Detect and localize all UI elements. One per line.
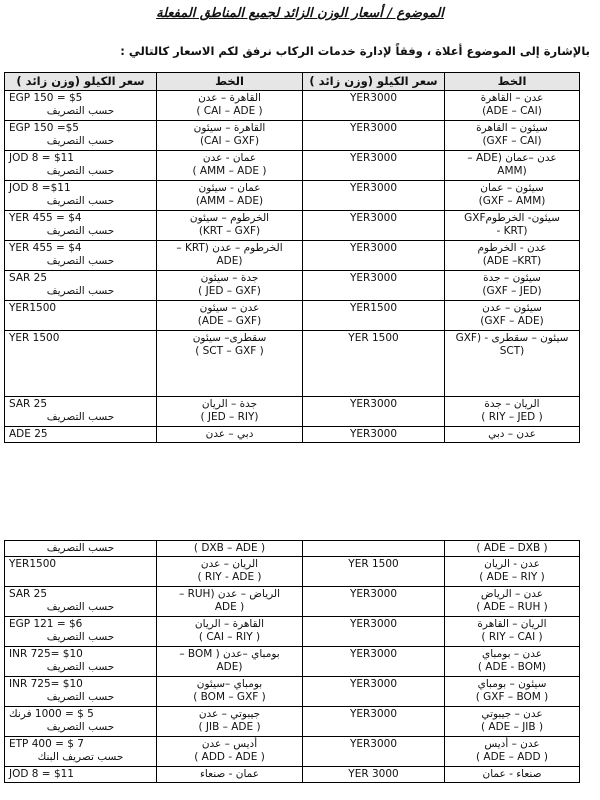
price-note: حسب التصريف <box>46 542 115 554</box>
rates-table-2 <box>4 540 580 783</box>
route-cell <box>157 181 303 211</box>
price-cell <box>5 271 157 301</box>
route-cell <box>445 211 580 241</box>
route-name: عدن - الريان <box>484 558 540 570</box>
route-code: ( AMM – ADE ) <box>192 165 267 177</box>
route-cell <box>445 541 580 557</box>
price-value: YER 455 = $4 <box>9 242 82 254</box>
header-route-right: الخط <box>445 73 580 91</box>
route-cell <box>157 91 303 121</box>
route-cell <box>157 707 303 737</box>
route-code: ( ADE – JIB ) <box>480 721 544 733</box>
route-name: القاهرة – عدن <box>198 92 261 104</box>
price-value: ETP 400 = $ 7 <box>9 738 84 750</box>
price-cell <box>303 241 445 271</box>
route-cell <box>445 91 580 121</box>
route-name: عدن – الرياض <box>480 588 544 600</box>
route-name: جيبوتي – عدن <box>198 708 261 720</box>
route-name: بومباي –سيئون <box>196 678 263 690</box>
route-code: ( ADD - ADE ) <box>194 751 265 763</box>
price-value: EGP 150 = $5 <box>9 92 83 104</box>
table-row <box>5 91 580 121</box>
route-code: (CAI – GXF) <box>199 135 260 147</box>
route-name: سيئون- الخرطومGXF <box>464 212 560 224</box>
route-name: سيئون – عدن <box>482 302 542 314</box>
header-price-right: سعر الكيلو (وزن زائد ) <box>303 73 445 91</box>
price-cell <box>303 397 445 427</box>
price-value: YER3000 <box>349 708 398 720</box>
route-name: سيئون – سقطرى - (GXF <box>455 332 569 344</box>
table-row <box>5 677 580 707</box>
table-header-row <box>5 73 580 91</box>
price-value: YER3000 <box>349 272 398 284</box>
route-cell <box>445 271 580 301</box>
route-code: ( DXB – ADE ) <box>193 542 266 554</box>
price-cell <box>303 707 445 737</box>
price-value: YER3000 <box>349 242 398 254</box>
price-value: JOD 8 = $11 <box>9 768 74 780</box>
route-cell <box>445 397 580 427</box>
route-code: ( ADE – RIY ) <box>479 571 545 583</box>
route-code: ( JED – RIY) <box>200 411 259 423</box>
route-code: ( BOM – GXF ) <box>193 691 266 703</box>
route-name: عدن – أديس <box>484 738 540 750</box>
route-name: الريان – القاهرة <box>477 618 547 630</box>
route-name: جدة – سيئون <box>200 272 259 284</box>
route-code: ( GXF – BOM ) <box>475 691 549 703</box>
price-cell <box>303 271 445 301</box>
route-code: ( SCT – GXF ) <box>195 345 264 357</box>
price-value: SAR 25 <box>9 398 48 410</box>
route-cell <box>157 587 303 617</box>
price-cell <box>303 121 445 151</box>
route-code: (ADE –KRT) <box>482 255 542 267</box>
price-cell <box>303 767 445 783</box>
price-cell <box>303 151 445 181</box>
price-value: YER 1500 <box>348 558 399 570</box>
route-code: ( CAI – RIY ) <box>198 631 261 643</box>
price-value: YER3000 <box>349 152 398 164</box>
price-value: INR 725= $10 <box>9 678 83 690</box>
table-row <box>5 301 580 331</box>
table-row <box>5 557 580 587</box>
route-code: ( ADE – RUH ) <box>476 601 548 613</box>
price-value: JOD 8 = $11 <box>9 152 74 164</box>
table-row <box>5 707 580 737</box>
route-code: ( JED – GXF) <box>198 285 261 297</box>
price-cell <box>5 241 157 271</box>
price-value: SAR 25 <box>9 588 48 600</box>
price-value: YER3000 <box>349 618 398 630</box>
price-cell <box>5 121 157 151</box>
route-cell <box>445 617 580 647</box>
route-cell <box>445 707 580 737</box>
route-cell <box>157 737 303 767</box>
price-value: EGP 121 = $6 <box>9 618 83 630</box>
price-value: YER1500 <box>9 558 57 570</box>
table-row <box>5 181 580 211</box>
price-cell <box>5 181 157 211</box>
route-name: الخرطوم – سيئون <box>189 212 270 224</box>
price-note: حسب التصريف <box>46 165 115 177</box>
price-value: YER3000 <box>349 92 398 104</box>
price-value: YER 1500 <box>9 332 60 344</box>
price-note: حسب التصريف <box>46 195 115 207</box>
route-code: SCT) <box>499 345 525 357</box>
price-value: YER3000 <box>349 212 398 224</box>
price-note: حسب التصريف <box>46 601 115 613</box>
price-cell <box>5 301 157 331</box>
route-name: عمان - سيئون <box>198 182 261 194</box>
price-value: YER3000 <box>349 182 398 194</box>
price-value: YER 1500 <box>348 332 399 344</box>
route-name: عدن –عمان (ADE – <box>467 152 557 164</box>
table-row <box>5 647 580 677</box>
route-name: سيئون – عمان <box>480 182 544 194</box>
route-name: الريان – جدة <box>484 398 540 410</box>
route-code: ADE) <box>216 661 243 673</box>
price-value: SAR 25 <box>9 272 48 284</box>
route-cell <box>445 151 580 181</box>
table-row <box>5 241 580 271</box>
route-code: ( RIY - ADE ) <box>197 571 262 583</box>
price-cell <box>303 737 445 767</box>
route-name: عدن – جيبوتي <box>481 708 543 720</box>
price-cell <box>5 397 157 427</box>
price-value: INR 725= $10 <box>9 648 83 660</box>
route-code: AMM) <box>497 165 527 177</box>
route-code: (KRT – GXF) <box>198 225 261 237</box>
route-name: الريان – عدن <box>200 558 259 570</box>
table-row <box>5 617 580 647</box>
price-cell <box>303 427 445 443</box>
route-cell <box>445 737 580 767</box>
price-cell <box>303 587 445 617</box>
price-cell <box>303 541 445 557</box>
price-value: 5 $ = 1000 فرنك <box>9 708 94 720</box>
route-cell <box>445 181 580 211</box>
price-cell <box>303 211 445 241</box>
route-code: ( ADE – DXB ) <box>476 542 548 554</box>
price-value: YER3000 <box>349 648 398 660</box>
route-name: سيئون – القاهرة <box>476 122 548 134</box>
route-cell <box>445 767 580 783</box>
price-note: حسب التصريف <box>46 721 115 733</box>
header-route-left: الخط <box>157 73 303 91</box>
route-name: عدن – القاهرة <box>480 92 544 104</box>
route-code: ( RIY – CAI ) <box>481 631 543 643</box>
route-cell <box>157 211 303 241</box>
price-value: ADE 25 <box>9 428 48 440</box>
price-note: حسب التصريف <box>46 105 115 117</box>
table-row <box>5 427 580 443</box>
price-note: حسب التصريف <box>46 411 115 423</box>
header-price-left: سعر الكيلو (وزن زائد ) <box>5 73 157 91</box>
price-note: حسب التصريف <box>46 255 115 267</box>
price-value: YER 455 = $4 <box>9 212 82 224</box>
route-code: (GXF – JED) <box>482 285 542 297</box>
price-value: YER3000 <box>349 588 398 600</box>
price-cell <box>303 677 445 707</box>
price-cell <box>5 331 157 397</box>
table-row <box>5 121 580 151</box>
route-cell <box>157 331 303 397</box>
price-cell <box>5 427 157 443</box>
route-code: (ADE – CAI) <box>482 105 542 117</box>
route-cell <box>445 241 580 271</box>
price-cell <box>5 677 157 707</box>
route-name: دبي – عدن <box>205 428 254 440</box>
route-code: ( ADE - BOM) <box>477 661 547 673</box>
price-note: حسب التصريف <box>46 225 115 237</box>
route-cell <box>157 271 303 301</box>
price-cell <box>303 91 445 121</box>
route-name: الرياض – عدن (RUH – <box>178 588 281 600</box>
route-cell <box>157 617 303 647</box>
price-value: YER1500 <box>349 302 398 314</box>
route-code: ( JIB – ADE ) <box>198 721 261 733</box>
price-cell <box>5 211 157 241</box>
route-cell <box>157 121 303 151</box>
route-code: (GXF – CAI) <box>482 135 542 147</box>
price-note: حسب التصريف <box>46 631 115 643</box>
route-name: عدن – سيئون <box>199 302 260 314</box>
price-value: YER3000 <box>349 398 398 410</box>
price-cell <box>303 331 445 397</box>
intro-text: بالإشارة إلى الموضوع أعلاة ، وفقاً لإدارة خدمات الركاب نرفق لكم الاسعار كالتالي : <box>120 44 590 58</box>
price-value: YER3000 <box>349 678 398 690</box>
price-note: حسب التصريف <box>46 691 115 703</box>
table-row <box>5 151 580 181</box>
route-name: صنعاء - عمان <box>482 768 542 780</box>
table-row <box>5 541 580 557</box>
route-cell <box>157 151 303 181</box>
route-name: سيئون – جدة <box>483 272 541 284</box>
route-name: القاهرة – الريان <box>194 618 265 630</box>
route-code: ADE) <box>216 255 243 267</box>
price-note: حسب التصريف <box>46 135 115 147</box>
price-value: YER1500 <box>9 302 57 314</box>
table-row <box>5 737 580 767</box>
price-cell <box>303 557 445 587</box>
route-cell <box>157 427 303 443</box>
price-cell <box>5 647 157 677</box>
price-value: EGP 150 =$5 <box>9 122 79 134</box>
price-cell <box>5 707 157 737</box>
price-cell <box>5 617 157 647</box>
route-code: (ADE – GXF) <box>197 315 262 327</box>
route-cell <box>157 241 303 271</box>
route-name: عمان - عدن <box>202 152 257 164</box>
route-cell <box>157 677 303 707</box>
route-name: عدن – بومباي <box>482 648 542 660</box>
route-name: أديس – عدن <box>201 738 258 750</box>
route-cell <box>157 557 303 587</box>
route-name: عمان - صنعاء <box>200 768 259 780</box>
price-cell <box>303 647 445 677</box>
price-note: حسب التصريف <box>46 285 115 297</box>
route-code: ( CAI – ADE ) <box>196 105 263 117</box>
rates-table-1 <box>4 72 580 443</box>
route-code: - KRT) <box>496 225 528 237</box>
price-value: JOD 8 =$11 <box>9 182 71 194</box>
route-cell <box>445 557 580 587</box>
route-name: جدة – الريان <box>201 398 258 410</box>
route-code: (GXF – ADE) <box>480 315 544 327</box>
route-name: القاهرة – سيئون <box>193 122 266 134</box>
table-row <box>5 397 580 427</box>
price-cell <box>5 587 157 617</box>
route-code: ADE ) <box>214 601 245 613</box>
price-cell <box>303 617 445 647</box>
route-name: الخرطوم – عدن (KRT – <box>176 242 283 254</box>
route-cell <box>445 587 580 617</box>
table-row <box>5 271 580 301</box>
route-cell <box>157 301 303 331</box>
route-cell <box>157 647 303 677</box>
price-cell <box>5 541 157 557</box>
route-name: بومباي –عدن ( BOM – <box>179 648 280 660</box>
price-cell <box>303 301 445 331</box>
price-value: YER 3000 <box>348 768 399 780</box>
route-cell <box>445 427 580 443</box>
table-row <box>5 211 580 241</box>
table-row <box>5 331 580 397</box>
price-cell <box>5 151 157 181</box>
price-cell <box>303 181 445 211</box>
route-cell <box>445 121 580 151</box>
price-note: حسب التصريف <box>46 661 115 673</box>
route-cell <box>445 331 580 397</box>
route-cell <box>445 647 580 677</box>
price-value: YER3000 <box>349 738 398 750</box>
route-cell <box>157 397 303 427</box>
table-row <box>5 587 580 617</box>
route-cell <box>445 677 580 707</box>
price-note: حسب تصريف البنك <box>37 751 124 763</box>
route-name: سقطرى– سيئون <box>192 332 267 344</box>
price-value: YER3000 <box>349 428 398 440</box>
route-code: (GXF – AMM) <box>478 195 546 207</box>
route-cell <box>157 767 303 783</box>
route-code: (AMM – ADE) <box>195 195 264 207</box>
route-cell <box>157 541 303 557</box>
table-row <box>5 767 580 783</box>
route-name: سيئون – بومباي <box>477 678 547 690</box>
route-cell <box>445 301 580 331</box>
price-value: YER3000 <box>349 122 398 134</box>
price-cell <box>5 767 157 783</box>
price-cell <box>5 91 157 121</box>
route-name: عدن - الخرطوم <box>477 242 547 254</box>
route-name: عدن – دبي <box>488 428 536 440</box>
page-title: الموضوع / أسعار الوزن الزائد لجميع المناطق المفعلة <box>156 6 444 21</box>
price-cell <box>5 737 157 767</box>
price-cell <box>5 557 157 587</box>
route-code: ( ADE – ADD ) <box>475 751 549 763</box>
route-code: ( RIY – JED ) <box>481 411 543 423</box>
